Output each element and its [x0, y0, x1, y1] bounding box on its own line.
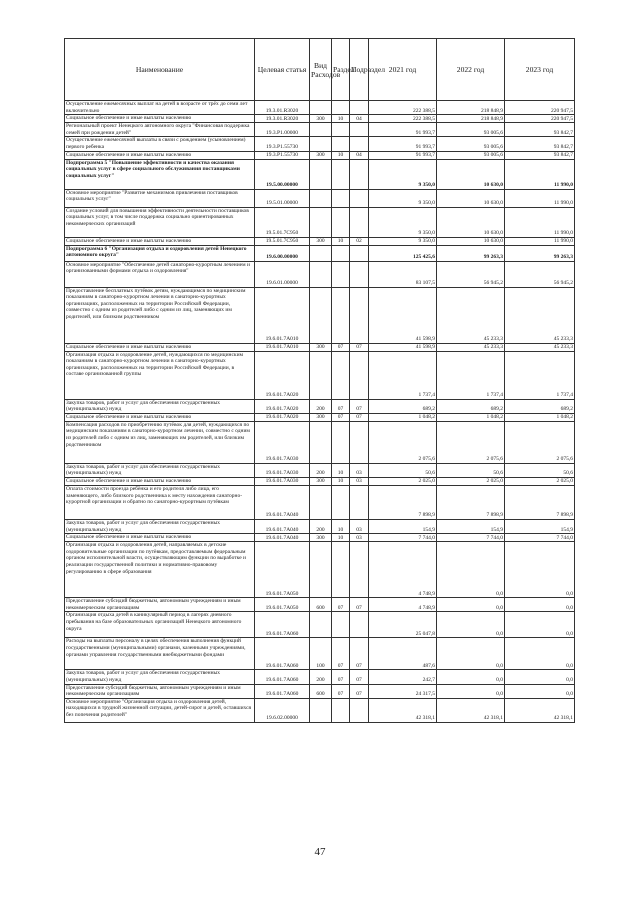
cell-podr: 03	[350, 519, 369, 533]
cell-y2021: 91 993,7	[369, 137, 437, 151]
cell-vid	[310, 485, 332, 519]
cell-podr	[350, 612, 369, 638]
cell-vid	[310, 698, 332, 722]
cell-code: 19.6.01.7A040	[255, 534, 310, 542]
cell-y2021: 9 350,0	[369, 159, 437, 189]
cell-y2022: 45 233,3	[437, 287, 505, 343]
cell-y2023: 42 318,1	[505, 698, 575, 722]
cell-name: Социальное обеспечение и иные выплаты населению	[65, 534, 255, 542]
cell-razd	[332, 123, 350, 137]
cell-y2023: 7 898,9	[505, 485, 575, 519]
cell-y2023: 154,9	[505, 519, 575, 533]
cell-razd	[332, 421, 350, 463]
cell-podr	[350, 698, 369, 722]
cell-y2022: 7 898,9	[437, 485, 505, 519]
cell-y2023: 0,0	[505, 684, 575, 698]
table-body	[65, 101, 575, 723]
cell-name: Предоставление субсидий бюджетным, автономным учреждениям и иным некоммерческим организациям	[65, 684, 255, 698]
cell-y2022: 93 005,6	[437, 151, 505, 159]
table-row	[65, 413, 575, 421]
cell-y2021: 7 898,9	[369, 485, 437, 519]
cell-name: Осуществление ежемесячных выплат на детей в возрасте от трёх до семи лет включительно	[65, 101, 255, 115]
cell-name: Предоставление бесплатных путёвок детям, нуждающимся по медицинским показаниям в санаторно-курортном лечении в санаторно-курортных организациях, расположенных на территории Российской Федерации, совместно с одним из родителей либо с одним из лиц, заменяющих им родителей, или близким родственником	[65, 287, 255, 343]
cell-vid	[310, 261, 332, 287]
cell-vid	[310, 287, 332, 343]
table-row	[65, 261, 575, 287]
cell-code: 19.3.01.R3020	[255, 101, 310, 115]
cell-razd	[332, 287, 350, 343]
cell-vid: 300	[310, 343, 332, 351]
cell-podr: 07	[350, 684, 369, 698]
cell-y2022: 93 005,6	[437, 123, 505, 137]
cell-vid	[310, 421, 332, 463]
cell-y2021: 25 047,8	[369, 612, 437, 638]
cell-y2023: 689,2	[505, 399, 575, 413]
cell-code: 19.5.01.7C950	[255, 207, 310, 237]
cell-y2021: 7 744,0	[369, 534, 437, 542]
cell-code: 19.3.01.R3020	[255, 115, 310, 123]
cell-code: 19.5.00.00000	[255, 159, 310, 189]
cell-y2021: 154,9	[369, 519, 437, 533]
cell-razd: 07	[332, 413, 350, 421]
table-row	[65, 399, 575, 413]
cell-vid: 200	[310, 519, 332, 533]
cell-name: Создание условий для повышения эффективности деятельности поставщиков социальных услуг, в том числе поддержка социально ориентированных некоммерческих организаций	[65, 207, 255, 237]
cell-vid	[310, 123, 332, 137]
cell-name: Организация отдыха и оздоровления детей, направляемых в детские оздоровительные организации по путёвкам, предоставляемым федеральным органом исполнительной власти, осуществляющим функции по выработке и реализации государственной политики и нормативно-правовому регулированию в сфере образования	[65, 542, 255, 598]
cell-name: Закупка товаров, работ и услуг для обеспечения государственных (муниципальных) нужд	[65, 399, 255, 413]
cell-podr	[350, 245, 369, 261]
cell-podr	[350, 351, 369, 399]
cell-y2022: 10 630,0	[437, 189, 505, 207]
cell-y2022: 45 233,3	[437, 343, 505, 351]
header-2022: 2022 год	[437, 39, 505, 101]
cell-podr	[350, 261, 369, 287]
cell-vid	[310, 137, 332, 151]
cell-name: Региональный проект Ненецкого автономного округа "Финансовая поддержка семей при рождении детей"	[65, 123, 255, 137]
cell-name: Социальное обеспечение и иные выплаты населению	[65, 477, 255, 485]
header-2023: 2023 год	[505, 39, 575, 101]
table-row	[65, 670, 575, 684]
cell-podr	[350, 421, 369, 463]
cell-podr: 07	[350, 343, 369, 351]
cell-code: 19.6.01.7A020	[255, 399, 310, 413]
cell-podr: 07	[350, 670, 369, 684]
table-row	[65, 137, 575, 151]
cell-y2022: 10 630,0	[437, 237, 505, 245]
cell-razd: 07	[332, 670, 350, 684]
table-row	[65, 101, 575, 115]
cell-y2022: 56 945,2	[437, 261, 505, 287]
cell-name: Основное мероприятие "Организация отдыха и оздоровления детей, находящихся в трудной жизненной ситуации, детей-сирот и детей, оставшихся без попечения родителей"	[65, 698, 255, 722]
cell-y2021: 50,6	[369, 463, 437, 477]
cell-y2021: 487,6	[369, 638, 437, 670]
cell-razd	[332, 542, 350, 598]
cell-y2021: 242,7	[369, 670, 437, 684]
cell-razd: 07	[332, 638, 350, 670]
cell-podr	[350, 485, 369, 519]
cell-y2021: 41 598,9	[369, 287, 437, 343]
cell-podr: 03	[350, 463, 369, 477]
cell-y2021: 2 075,6	[369, 421, 437, 463]
cell-y2022: 154,9	[437, 519, 505, 533]
cell-vid	[310, 245, 332, 261]
cell-y2023: 50,6	[505, 463, 575, 477]
cell-y2023: 11 990,0	[505, 207, 575, 237]
cell-podr: 04	[350, 115, 369, 123]
cell-razd	[332, 612, 350, 638]
table-row	[65, 612, 575, 638]
cell-name: Предоставление субсидий бюджетным, автономным учреждениям и иным некоммерческим организациям	[65, 598, 255, 612]
cell-y2021: 91 993,7	[369, 151, 437, 159]
cell-y2021: 689,2	[369, 399, 437, 413]
cell-y2021: 9 350,0	[369, 237, 437, 245]
header-name: Наименование	[65, 39, 255, 101]
cell-y2022: 0,0	[437, 684, 505, 698]
cell-name: Компенсация расходов по приобретению путёвок для детей, нуждающихся по медицинским показаниям в санаторно-курортном лечении, совместно с одним из родителей либо с одним из лиц, заменяющих им родителей, или близким родственником	[65, 421, 255, 463]
cell-vid	[310, 189, 332, 207]
cell-code: 19.6.01.7A040	[255, 519, 310, 533]
cell-podr: 07	[350, 399, 369, 413]
cell-name: Закупка товаров, работ и услуг для обеспечения государственных (муниципальных) нужд	[65, 463, 255, 477]
cell-podr: 02	[350, 237, 369, 245]
cell-y2023: 93 842,7	[505, 151, 575, 159]
table-row	[65, 463, 575, 477]
cell-y2022: 0,0	[437, 542, 505, 598]
cell-podr	[350, 189, 369, 207]
cell-podr	[350, 207, 369, 237]
cell-y2023: 2 075,6	[505, 421, 575, 463]
cell-code: 19.6.01.7A040	[255, 485, 310, 519]
cell-name: Осуществление ежемесячной выплаты в связи с рождением (усыновлением) первого ребенка	[65, 137, 255, 151]
cell-y2022: 218 848,9	[437, 101, 505, 115]
cell-y2023: 99 263,3	[505, 245, 575, 261]
cell-y2023: 45 233,3	[505, 287, 575, 343]
cell-y2023: 0,0	[505, 638, 575, 670]
cell-y2021: 4 748,9	[369, 542, 437, 598]
cell-y2022: 7 744,0	[437, 534, 505, 542]
cell-y2021: 42 318,1	[369, 698, 437, 722]
cell-vid: 300	[310, 151, 332, 159]
cell-y2023: 0,0	[505, 670, 575, 684]
header-razd: Раздел	[332, 39, 350, 101]
cell-name: Закупка товаров, работ и услуг для обеспечения государственных (муниципальных) нужд	[65, 519, 255, 533]
cell-y2022: 2 025,0	[437, 477, 505, 485]
cell-name: Закупка товаров, работ и услуг для обеспечения государственных (муниципальных) нужд	[65, 670, 255, 684]
cell-y2023: 1 048,2	[505, 413, 575, 421]
cell-y2023: 93 842,7	[505, 137, 575, 151]
cell-name: Основное мероприятие "Обеспечение детей санаторно-курортным лечением и организованными формами отдыха и оздоровления"	[65, 261, 255, 287]
cell-name: Подпрограмма 6 "Организация отдыха и оздоровления детей Ненецкого автономного округа"	[65, 245, 255, 261]
cell-razd	[332, 189, 350, 207]
cell-name: Организация отдыха и оздоровление детей, нуждающихся по медицинским показаниям в санаторно-курортном лечении в санаторно-курортных организациях, расположенных на территории Российской Федерации, в составе организованной группы	[65, 351, 255, 399]
cell-y2023: 220 947,5	[505, 101, 575, 115]
cell-y2021: 9 350,0	[369, 189, 437, 207]
table-row	[65, 477, 575, 485]
cell-y2021: 2 025,0	[369, 477, 437, 485]
table-row	[65, 598, 575, 612]
cell-name: Социальное обеспечение и иные выплаты населению	[65, 343, 255, 351]
cell-vid	[310, 207, 332, 237]
cell-code: 19.6.01.7A060	[255, 670, 310, 684]
cell-y2022: 0,0	[437, 638, 505, 670]
cell-y2021: 41 598,9	[369, 343, 437, 351]
table-row	[65, 287, 575, 343]
cell-razd: 10	[332, 115, 350, 123]
cell-vid	[310, 612, 332, 638]
cell-podr	[350, 287, 369, 343]
cell-razd: 07	[332, 399, 350, 413]
table-row	[65, 159, 575, 189]
header-code: Целевая статья	[255, 39, 310, 101]
table-row	[65, 343, 575, 351]
cell-razd	[332, 261, 350, 287]
cell-razd	[332, 159, 350, 189]
cell-razd: 07	[332, 598, 350, 612]
cell-podr	[350, 137, 369, 151]
cell-name: Социальное обеспечение и иные выплаты населению	[65, 115, 255, 123]
cell-razd	[332, 485, 350, 519]
cell-name: Организация отдыха детей в каникулярный период в лагерях дневного пребывания на базе образовательных организаций Ненецкого автономного округа	[65, 612, 255, 638]
table-row	[65, 123, 575, 137]
cell-y2021: 4 748,9	[369, 598, 437, 612]
header-2021: 2021 год	[369, 39, 437, 101]
table-row	[65, 519, 575, 533]
cell-y2023: 0,0	[505, 612, 575, 638]
table-row	[65, 421, 575, 463]
cell-code: 19.6.01.00000	[255, 261, 310, 287]
cell-razd	[332, 698, 350, 722]
cell-y2021: 222 388,5	[369, 101, 437, 115]
cell-podr	[350, 159, 369, 189]
cell-code: 19.6.01.7A060	[255, 638, 310, 670]
cell-razd	[332, 101, 350, 115]
cell-code: 19.6.00.00000	[255, 245, 310, 261]
cell-code: 19.3.P1.00000	[255, 123, 310, 137]
cell-y2022: 0,0	[437, 612, 505, 638]
cell-razd: 10	[332, 534, 350, 542]
cell-y2022: 42 318,1	[437, 698, 505, 722]
cell-vid: 300	[310, 237, 332, 245]
header-podr: Подраздел	[350, 39, 369, 101]
cell-y2022: 2 075,6	[437, 421, 505, 463]
cell-vid	[310, 159, 332, 189]
cell-code: 19.6.01.7A050	[255, 542, 310, 598]
cell-podr: 07	[350, 598, 369, 612]
cell-razd: 10	[332, 463, 350, 477]
cell-y2021: 125 425,6	[369, 245, 437, 261]
cell-name: Основное мероприятие "Развитие механизмов привлечения поставщиков социальных услуг"	[65, 189, 255, 207]
cell-y2022: 0,0	[437, 598, 505, 612]
cell-y2023: 11 990,0	[505, 159, 575, 189]
table-row	[65, 189, 575, 207]
cell-y2022: 689,2	[437, 399, 505, 413]
cell-code: 19.3.P1.55730	[255, 137, 310, 151]
page-number: 47	[314, 846, 326, 858]
cell-y2023: 0,0	[505, 542, 575, 598]
cell-name: Социальное обеспечение и иные выплаты населению	[65, 237, 255, 245]
cell-vid: 200	[310, 463, 332, 477]
cell-y2022: 1 737,4	[437, 351, 505, 399]
cell-vid	[310, 101, 332, 115]
cell-vid: 300	[310, 477, 332, 485]
cell-y2021: 91 993,7	[369, 123, 437, 137]
cell-code: 19.6.02.00000	[255, 698, 310, 722]
cell-y2021: 1 048,2	[369, 413, 437, 421]
cell-razd: 10	[332, 519, 350, 533]
table-row	[65, 351, 575, 399]
cell-razd	[332, 351, 350, 399]
table-row	[65, 207, 575, 237]
table-row	[65, 534, 575, 542]
cell-vid: 600	[310, 598, 332, 612]
cell-code: 19.6.01.7A030	[255, 463, 310, 477]
cell-vid: 300	[310, 115, 332, 123]
cell-podr: 04	[350, 151, 369, 159]
cell-vid: 200	[310, 670, 332, 684]
cell-y2023: 56 945,2	[505, 261, 575, 287]
cell-name: Социальное обеспечение и иные выплаты населению	[65, 151, 255, 159]
cell-y2023: 2 025,0	[505, 477, 575, 485]
cell-podr: 03	[350, 477, 369, 485]
cell-razd: 07	[332, 684, 350, 698]
cell-code: 19.6.01.7A010	[255, 287, 310, 343]
table-row	[65, 151, 575, 159]
cell-code: 19.5.01.7C950	[255, 237, 310, 245]
cell-y2021: 24 317,5	[369, 684, 437, 698]
cell-razd	[332, 245, 350, 261]
cell-vid: 100	[310, 638, 332, 670]
table-header-row	[65, 39, 575, 101]
table-row	[65, 115, 575, 123]
table-row	[65, 684, 575, 698]
cell-y2022: 0,0	[437, 670, 505, 684]
cell-y2023: 220 947,5	[505, 115, 575, 123]
cell-razd	[332, 137, 350, 151]
cell-y2023: 7 744,0	[505, 534, 575, 542]
cell-podr	[350, 542, 369, 598]
cell-razd: 10	[332, 477, 350, 485]
cell-name: Социальное обеспечение и иные выплаты населению	[65, 413, 255, 421]
cell-razd: 07	[332, 343, 350, 351]
cell-y2021: 9 350,0	[369, 207, 437, 237]
cell-code: 19.6.01.7A010	[255, 343, 310, 351]
cell-y2022: 1 048,2	[437, 413, 505, 421]
cell-y2023: 1 737,4	[505, 351, 575, 399]
cell-y2023: 0,0	[505, 598, 575, 612]
cell-vid	[310, 542, 332, 598]
cell-y2023: 11 990,0	[505, 237, 575, 245]
cell-code: 19.6.01.7A020	[255, 351, 310, 399]
header-vid: Вид Расходов	[310, 39, 332, 101]
cell-vid: 600	[310, 684, 332, 698]
cell-podr: 03	[350, 534, 369, 542]
cell-vid: 300	[310, 413, 332, 421]
cell-y2023: 11 990,0	[505, 189, 575, 207]
cell-razd: 10	[332, 151, 350, 159]
cell-razd	[332, 207, 350, 237]
cell-code: 19.6.01.7A030	[255, 421, 310, 463]
table-row	[65, 698, 575, 722]
cell-code: 19.6.01.7A060	[255, 612, 310, 638]
cell-code: 19.6.01.7A060	[255, 684, 310, 698]
cell-y2021: 222 388,5	[369, 115, 437, 123]
cell-y2023: 93 842,7	[505, 123, 575, 137]
table-row	[65, 245, 575, 261]
cell-y2021: 83 107,5	[369, 261, 437, 287]
cell-razd: 10	[332, 237, 350, 245]
cell-name: Оплата стоимости проезда ребёнка и его родителя либо лица, его заменяющего, либо близкого родственника к месту нахождения санаторно-курортной организации и обратно по санаторно-курортным путёвкам	[65, 485, 255, 519]
table-row	[65, 638, 575, 670]
table-row	[65, 485, 575, 519]
cell-vid: 300	[310, 534, 332, 542]
cell-y2022: 10 630,0	[437, 159, 505, 189]
cell-code: 19.6.01.7A030	[255, 477, 310, 485]
cell-y2021: 1 737,4	[369, 351, 437, 399]
cell-podr	[350, 123, 369, 137]
cell-code: 19.6.01.7A050	[255, 598, 310, 612]
budget-table	[64, 38, 575, 723]
cell-y2022: 10 630,0	[437, 207, 505, 237]
cell-podr: 07	[350, 638, 369, 670]
table-row	[65, 237, 575, 245]
cell-y2022: 93 005,6	[437, 137, 505, 151]
cell-podr	[350, 101, 369, 115]
cell-y2023: 45 233,3	[505, 343, 575, 351]
cell-name: Расходы на выплаты персоналу в целях обеспечения выполнения функций государственными (муниципальными) органами, казенными учреждениями, органами управления государственными внебюджетными фондами	[65, 638, 255, 670]
cell-name: Подпрограмма 5 "Повышение эффективности и качества оказания социальных услуг в сфере социального обслуживания поставщиками социальных услуг"	[65, 159, 255, 189]
cell-y2022: 50,6	[437, 463, 505, 477]
cell-vid: 200	[310, 399, 332, 413]
cell-podr: 07	[350, 413, 369, 421]
table-row	[65, 542, 575, 598]
cell-y2022: 99 263,3	[437, 245, 505, 261]
cell-code: 19.6.01.7A020	[255, 413, 310, 421]
cell-vid	[310, 351, 332, 399]
cell-code: 19.5.01.00000	[255, 189, 310, 207]
cell-y2022: 218 848,9	[437, 115, 505, 123]
cell-code: 19.3.P1.55730	[255, 151, 310, 159]
